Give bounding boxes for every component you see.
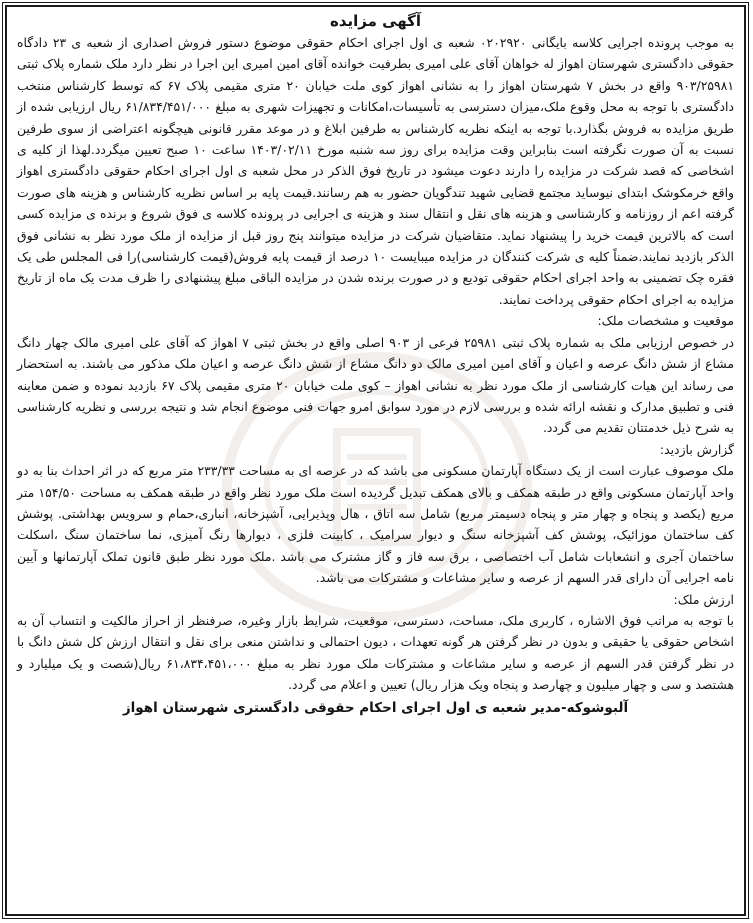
auction-notice [5, 5, 746, 916]
property-value-paragraph: با توجه به مراتب فوق الاشاره ، کاربری ملک، مساحت، دسترسی، موقعیت، شرایط بازار وغیره، صرفنظر از احراز مالکیت و انتساب آن به اشخاص حقوقی یا حقیقی و بدون در نظر گرفتن هر گونه تعهدات ، دیون احتمالی و نداشتن منعی برای نقل و انتقال ارزش کل شش دانگ با در نظر گرفتن قدر السهم از عرصه و سایر مشاعات و مشترکات ملک مورد نظر به مبلغ ۶۱،۸۳۴،۴۵۱،۰۰۰ ریال(شصت و یک میلیارد و هشتصد و سی و چهار میلیون و چهارصد و پنجاه ویک هزار ریال) تعیین و اعلام می گردد. [17, 612, 734, 693]
notice-signature: آلبوشوکه-مدیر شعبه ی اول اجرای احکام حقوقی دادگستری شهرستان اهواز [122, 699, 629, 716]
visit-report-heading: گزارش بازدید: [659, 441, 734, 457]
visit-report-paragraph: ملک موصوف عبارت است از یک دستگاه آپارتمان مسکونی می باشد که در عرصه ای به مساحت ۲۳۳/۳۳ متر مربع که در اثر احداث بنا به دو واحد آپارتمان مسکونی واقع در طبقه همکف و بالای همکف تبدیل گردیده است ملک مورد نظر واقع در طبقه همکف به مساحت ۱۵۴/۵۰ متر مربع (یکصد و پنجاه و چهار متر و پنجاه دسیمتر مربع) شامل سه اتاق ، هال وپذیرایی، آشپزخانه، انباری،حمام و سرویس بهداشتی. پوشش کف ساختمان موزائیک، پوشش کف آشپزخانه سنگ و دیوار سرامیک ، کابینت فلزی ، دیوارها رنگ آمیزی، نما ساختمان سنگ ،اسکلت ساختمان آجری و انشعابات شامل آب اختصاصی ، برق سه فاز و گاز مشترک می باشد .ملک مورد نظر طبق قانون تملک آپارتمانها و آیین نامه اجرایی آن دارای قدر السهم از عرصه و سایر مشاعات و مشترکات می باشد. [17, 463, 735, 586]
notice-title: آگهی مزایده [329, 12, 422, 30]
location-heading: موقعیت و مشخصات ملک: [597, 313, 734, 329]
location-paragraph: در خصوص ارزیابی ملک به شماره پلاک ثبتی ۲۵۹۸۱ فرعی از ۹۰۳ اصلی واقع در بخش ثبتی ۷ اهواز که آقای علی امیری مالک چهار دانگ مشاع از شش دانگ عرصه و اعیان و آقای امین امیری مالک دو دانگ مشاع از شش دانگ عرصه و اعیان ملک مذکور می باشند. به استحضار می رساند این هیات کارشناسی از ملک مورد نظر به نشانی اهواز – کوی ملت خیابان ۲۰ متری مقیمی پلاک ۶۷ بازدید نموده و ضمن معاینه فنی و تطبیق مدارک و نقشه ارائه شده و بررسی لازم در مورد سوابق امرو جهات فنی موضوع انجام شد و نتیجه بررسی و نظریه کارشناسی به شرح ذیل خدمتتان تقدیم می گردد. [17, 334, 734, 436]
property-value-heading: ارزش ملک: [673, 591, 734, 607]
notice-intro-paragraph: به موجب پرونده اجرایی کلاسه بایگانی ۰۲۰۲۹۲۰ شعبه ی اول اجرای احکام حقوقی موضوع دستور فروش اصداری از شعبه ی ۲۳ دادگاه حقوقی دادگستری شهرستان اهواز له خواهان آقای علی امیری بطرفیت خوانده آقای امین امیری این اجرا در نظر دارد ملک شماره پلاک ثبتی ۹۰۳/۲۵۹۸۱ واقع در بخش ۷ شهرستان اهواز را به نشانی اهواز کوی ملت خیابان ۲۰ متری مقیمی پلاک ۶۷ که توسط کارشناس منتخب دادگستری با توجه به محل وقوع ملک،میزان دسترسی به تأسیسات،امکانات و تجهیزات شهری به مبلغ ۶۱/۸۳۴/۴۵۱/۰۰۰ ریال ارزیابی شده از طریق مزایده به فروش بگذارد.با توجه به اینکه نظریه کارشناس به طرفین ابلاغ و در موعد مقرر قانونی هیچگونه اعتراضی از سوی طرفین نسبت به آن صورت نگرفته است بنابراین وقت مزایده برای روز سه شنبه مورخ ۱۴۰۳/۰۲/۱۱ ساعت ۱۰ صبح تعیین میگردد.لهذا از کلیه ی اشخاصی که قصد شرکت در مزایده را دارند دعوت میشود در تاریخ فوق الذکر در محل شعبه ی اول اجرای احکام حقوقی دادگستری اهواز واقع خرمکوشک ابتدای نیوساید مجتمع قضایی شهید تندگویان حضور به هم رسانند.قیمت پایه بر اساس نظریه کارشناس و هزینه های صورت گرفته اعم از روزنامه و کارشناسی و هزینه های نقل و انتقال سند و هزینه ی اجرایی در پرونده کلاسه ی فوق شروع و برنده ی مزایده کسی است که بالاترین قیمت خرید را پیشنهاد نماید. متقاضیان شرکت در مزایده میتوانند پنج روز قبل از مزایده از ملک مورد نظر به نشانی فوق الذکر بازدید نمایند.ضمناً کلیه ی شرکت کنندگان در مزایده میبایست ۱۰ درصد از قیمت پایه فروش(قیمت کارشناسی)را فی المجلس طی یک فقره چک تضمینی به واحد اجرای احکام حقوقی تودیع و در صورت برنده شدن در مزایده الباقی مبلغ پیشنهادی را ظرف مدت یک ماه از تاریخ مزایده به اجرای احکام حقوقی پرداخت نمایند. [17, 35, 735, 307]
